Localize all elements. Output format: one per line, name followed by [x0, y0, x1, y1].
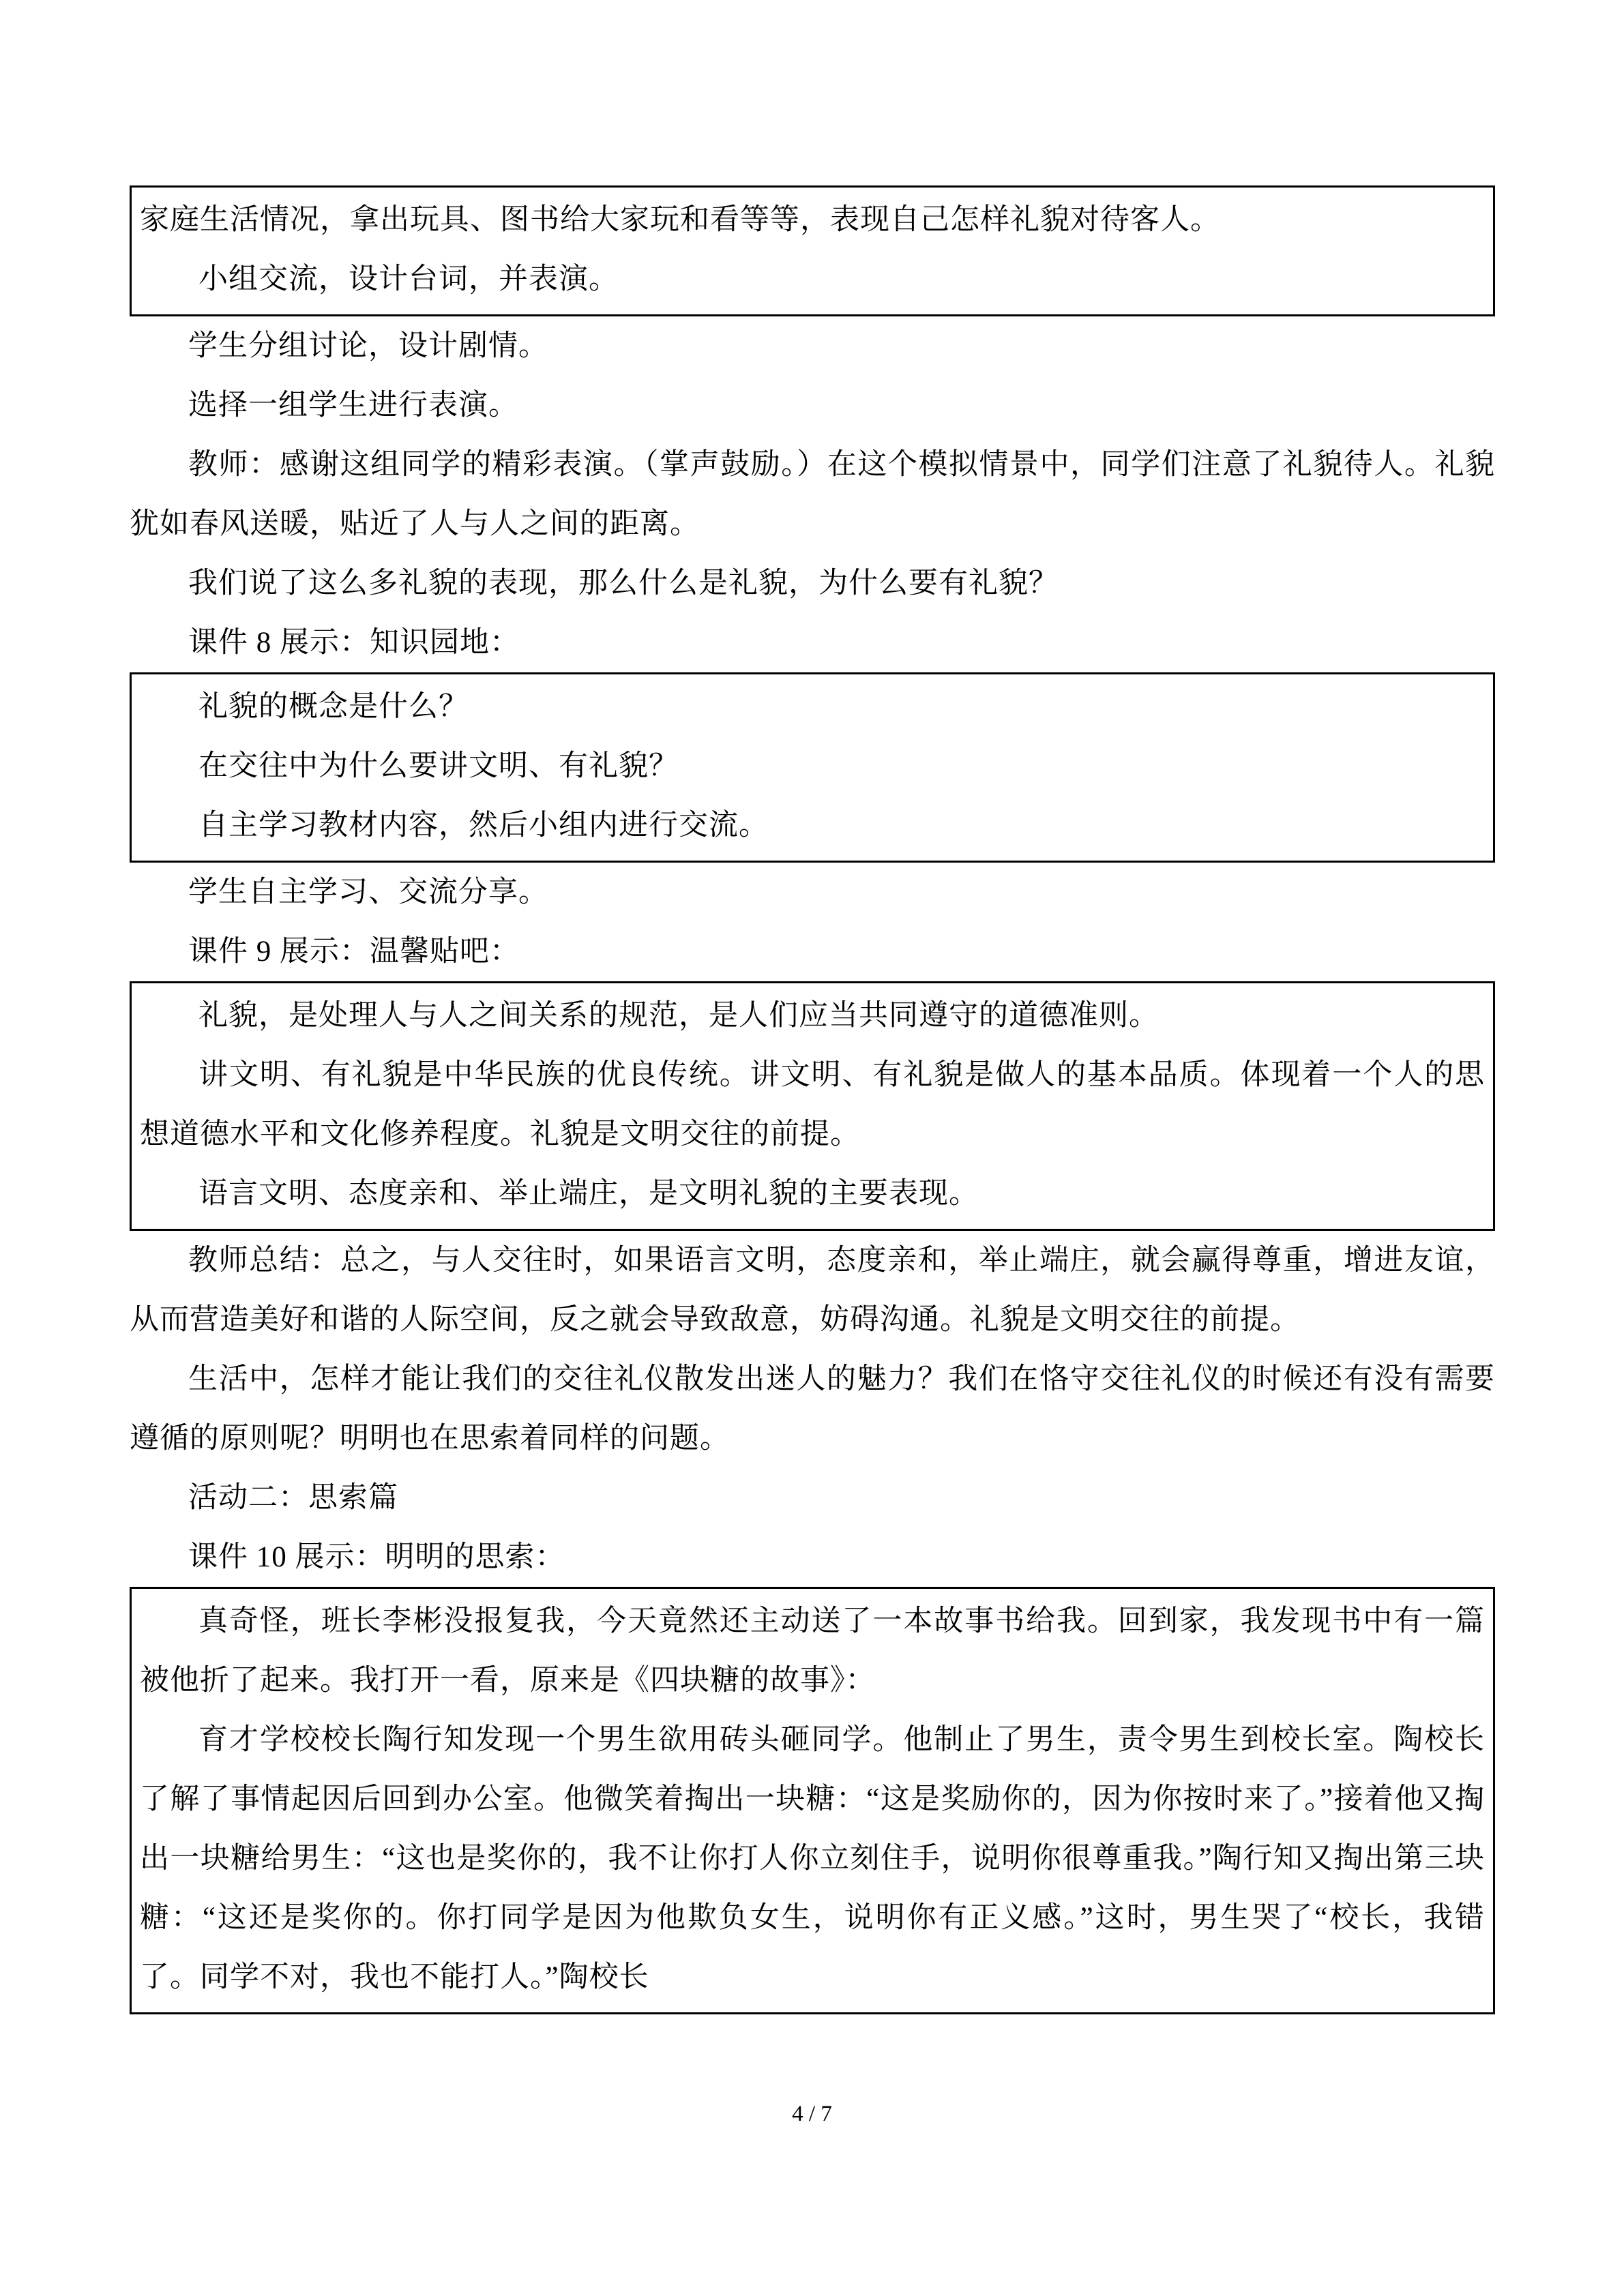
knowledge-box-question-2: 在交往中为什么要讲文明、有礼貌？: [198, 750, 679, 782]
page-footer: [0, 2100, 1624, 2128]
knowledge-box-question-1: 礼貌的概念是什么？: [198, 691, 469, 723]
body-paragraph-transition-question: 生活中，怎样才能让我们的交往礼仪散发出迷人的魅力？我们在恪守交往礼仪的时候还有没有需要遵循的原则呢？明明也在思索着同样的问题。: [130, 1363, 1495, 1455]
mingming-thoughts-box: [130, 1587, 1495, 2014]
knowledge-garden-box: [130, 672, 1495, 863]
body-paragraph-select-group: 选择一组学生进行表演。: [188, 389, 518, 421]
body-paragraph-activity-2-heading: 活动二：思索篇: [188, 1482, 398, 1514]
warm-tips-box: [130, 981, 1495, 1231]
page-number: 4 / 7: [792, 2102, 832, 2126]
tips-box-paragraph-tradition: 讲文明、有礼貌是中华民族的优良传统。讲文明、有礼貌是做人的基本品质。体现着一个人的思想道德水平和文化修养程度。礼貌是文明交往的前提。: [140, 1059, 1485, 1150]
tips-box-paragraph-definition: 礼貌，是处理人与人之间关系的规范，是人们应当共同遵守的道德准则。: [198, 1000, 1159, 1032]
scene-performance-box: [130, 185, 1495, 316]
body-paragraph-courseware-10: 课件 10 展示：明明的思索：: [188, 1541, 565, 1573]
body-paragraph-group-discussion: 学生分组讨论，设计剧情。: [188, 330, 548, 362]
document-content: [130, 185, 1495, 2014]
body-paragraph-self-study: 学生自主学习、交流分享。: [188, 876, 548, 908]
story-box-four-candies-paragraph: 育才学校校长陶行知发现一个男生欲用砖头砸同学。他制止了男生，责令男生到校长室。陶校长了解了事情起因后回到办公室。他微笑着掏出一块糖：“这是奖励你的，因为你按时来了。”接着他又掏出一块糖给男生：“这也是奖你的，我不让你打人你立刻住手，说明你很尊重我。”陶行知又掏出第三块糖：“这还是奖你的。你打同学是因为他欺负女生，说明你有正义感。”这时，男生哭了“校长，我错了。同学不对，我也不能打人。”陶校长: [140, 1724, 1485, 1993]
body-paragraph-courseware-9: 课件 9 展示：温馨贴吧：: [188, 936, 520, 968]
scene-box-group-task-paragraph: 小组交流，设计台词，并表演。: [198, 263, 619, 295]
body-paragraph-courseware-8: 课件 8 展示：知识园地：: [188, 627, 520, 659]
scene-box-continuation-paragraph: 家庭生活情况，拿出玩具、图书给大家玩和看等等，表现自己怎样礼貌对待客人。: [140, 204, 1220, 236]
story-box-intro-paragraph: 真奇怪，班长李彬没报复我，今天竟然还主动送了一本故事书给我。回到家，我发现书中有一篇被他折了起来。我打开一看，原来是《四块糖的故事》：: [140, 1605, 1485, 1697]
knowledge-box-task: 自主学习教材内容，然后小组内进行交流。: [198, 809, 769, 841]
tips-box-paragraph-manifestation: 语言文明、态度亲和、举止端庄，是文明礼貌的主要表现。: [198, 1178, 979, 1210]
body-paragraph-teacher-summary: 教师总结：总之，与人交往时，如果语言文明，态度亲和，举止端庄，就会赢得尊重，增进友谊，从而营造美好和谐的人际空间，反之就会导致敌意，妨碍沟通。礼貌是文明交往的前提。: [130, 1244, 1495, 1336]
body-paragraph-teacher-comment: 教师：感谢这组同学的精彩表演。（掌声鼓励。）在这个模拟情景中，同学们注意了礼貌待人。礼貌犹如春风送暖，贴近了人与人之间的距离。: [130, 449, 1495, 540]
body-paragraph-question-lead: 我们说了这么多礼貌的表现，那么什么是礼貌，为什么要有礼貌？: [188, 567, 1059, 599]
